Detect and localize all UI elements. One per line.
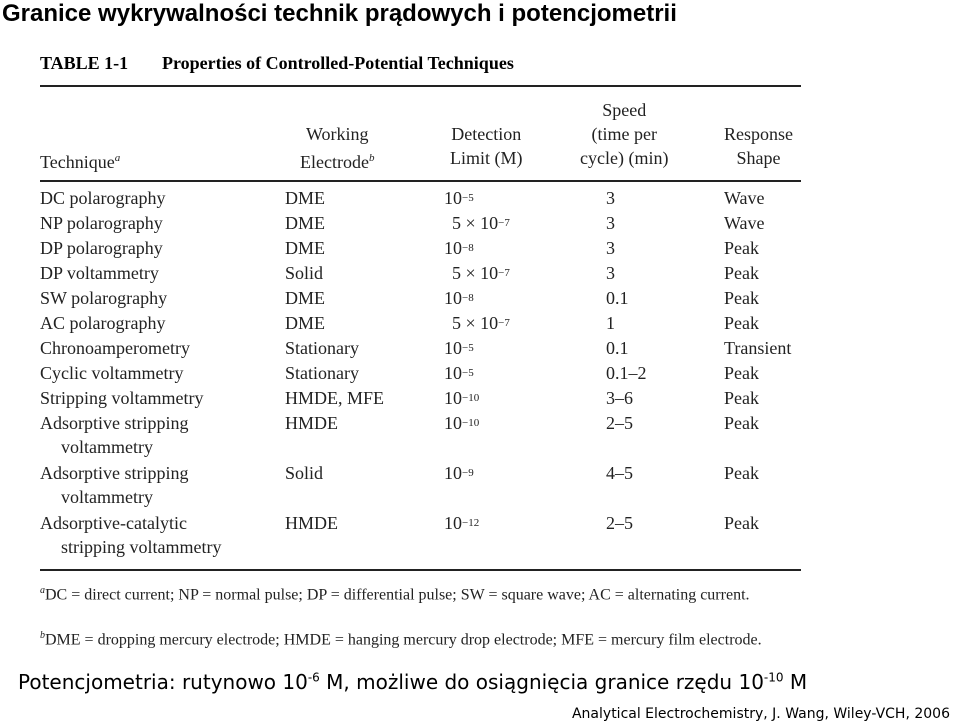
detection-limit-cell: $10^{-9}$ (444, 463, 474, 483)
summary-line: Potencjometria: rutynowo $10^{-6}$ M, możliwe do osiągnięcia granice rzędu $10^{-10}$ M (18, 670, 808, 694)
response-cell: Peak (724, 288, 759, 308)
speed-cell: 4–5 (606, 463, 633, 483)
electrode-cell: Stationary (285, 363, 359, 383)
header-technique (40, 146, 120, 174)
electrode-cell: Solid (285, 463, 324, 483)
detection-limit-cell: $10^{-12}$ (444, 513, 480, 533)
bottom-rule (40, 569, 801, 571)
electrode-cell: Stationary (285, 338, 359, 358)
speed-cell: 3 (606, 238, 615, 258)
header-detection (450, 122, 523, 170)
response-cell: Transient (724, 338, 792, 358)
header-electrode (300, 122, 374, 174)
electrode-cell: HMDE (285, 413, 338, 433)
technique-cell: NP polarography (40, 213, 163, 233)
header-speed (580, 98, 668, 170)
table-number: TABLE 1-1 (40, 53, 129, 73)
technique-cell: AC polarography (40, 313, 166, 333)
footnote-b: $^b$DME = dropping mercury electrode; HMDE = hanging mercury drop electrode; MFE = mercury film electrode. (40, 630, 762, 649)
table-caption: Properties of Controlled-Potential Techniques (162, 53, 514, 73)
header-technique-label: Technique$^a$ (40, 152, 121, 172)
electrode-cell: HMDE, MFE (285, 388, 385, 408)
response-cell: Peak (724, 513, 759, 533)
response-cell: Peak (724, 363, 759, 383)
electrode-cell: HMDE (285, 513, 338, 533)
electrode-cell: DME (285, 313, 325, 333)
detection-limit-cell: $10^{-5}$ (444, 338, 474, 358)
technique-cell: Adsorptive stripping voltammetry (40, 413, 189, 457)
response-cell: Peak (724, 238, 759, 258)
header-speed-line2: (time per (591, 124, 657, 144)
speed-cell: 0.1 (606, 338, 629, 358)
table-title (40, 53, 514, 74)
header-detection-line1: Detection (451, 124, 522, 144)
speed-cell: 2–5 (606, 413, 633, 433)
response-cell: Peak (724, 463, 759, 483)
header-speed-line3: cycle) (min) (580, 148, 669, 168)
electrode-cell: Solid (285, 263, 324, 283)
header-response-line1: Response (724, 124, 793, 144)
electrode-cell: DME (285, 188, 325, 208)
detection-limit-cell: $10^{-5}$ (444, 188, 474, 208)
speed-cell: 1 (606, 313, 615, 333)
detection-limit-cell: $10^{-8}$ (444, 238, 474, 258)
speed-cell: 3 (606, 263, 615, 283)
speed-cell: 0.1 (606, 288, 629, 308)
speed-cell: 3–6 (606, 388, 633, 408)
header-electrode-line2: Electrode$^b$ (300, 152, 375, 172)
detection-limit-cell: $10^{-10}$ (444, 388, 480, 408)
technique-cell: Adsorptive stripping voltammetry (40, 463, 189, 507)
detection-limit-cell: $5 \times 10^{-7}$ (452, 213, 510, 233)
header-response-line2: Shape (736, 148, 781, 168)
header-detection-line2: Limit (M) (450, 148, 523, 168)
response-cell: Peak (724, 263, 759, 283)
technique-cell: DC polarography (40, 188, 166, 208)
detection-limit-cell: $5 \times 10^{-7}$ (452, 263, 510, 283)
footnote-a: $^a$DC = direct current; NP = normal pulse; DP = differential pulse; SW = square wave; AC = alternating current. (40, 585, 750, 604)
technique-cell: DP voltammetry (40, 263, 159, 283)
speed-cell: 0.1–2 (606, 363, 647, 383)
response-cell: Peak (724, 388, 759, 408)
response-cell: Peak (724, 313, 759, 333)
detection-limit-cell: $10^{-5}$ (444, 363, 474, 383)
source-credit: Analytical Electrochemistry, J. Wang, Wiley-VCH, 2006 (571, 706, 950, 722)
speed-cell: 3 (606, 188, 615, 208)
top-rule (40, 85, 801, 87)
header-response (724, 122, 793, 170)
technique-cell: SW polarography (40, 288, 168, 308)
speed-cell: 2–5 (606, 513, 633, 533)
detection-limit-cell: $10^{-8}$ (444, 288, 474, 308)
electrode-cell: DME (285, 238, 325, 258)
detection-limit-cell: $10^{-10}$ (444, 413, 480, 433)
header-electrode-line1: Working (305, 124, 369, 144)
header-rule (40, 180, 801, 182)
response-cell: Wave (724, 213, 765, 233)
electrode-cell: DME (285, 288, 325, 308)
electrode-cell: DME (285, 213, 325, 233)
technique-cell: Cyclic voltammetry (40, 363, 184, 383)
slide-title: Granice wykrywalności technik prądowych i potencjometrii (2, 0, 677, 27)
technique-cell: Stripping voltammetry (40, 388, 204, 408)
speed-cell: 3 (606, 213, 615, 233)
technique-cell: DP polarography (40, 238, 163, 258)
detection-limit-cell: $5 \times 10^{-7}$ (452, 313, 510, 333)
response-cell: Peak (724, 413, 759, 433)
technique-cell: Adsorptive-catalytic stripping voltammetry (40, 513, 222, 557)
header-speed-line1: Speed (602, 100, 647, 120)
technique-cell: Chronoamperometry (40, 338, 190, 358)
response-cell: Wave (724, 188, 765, 208)
